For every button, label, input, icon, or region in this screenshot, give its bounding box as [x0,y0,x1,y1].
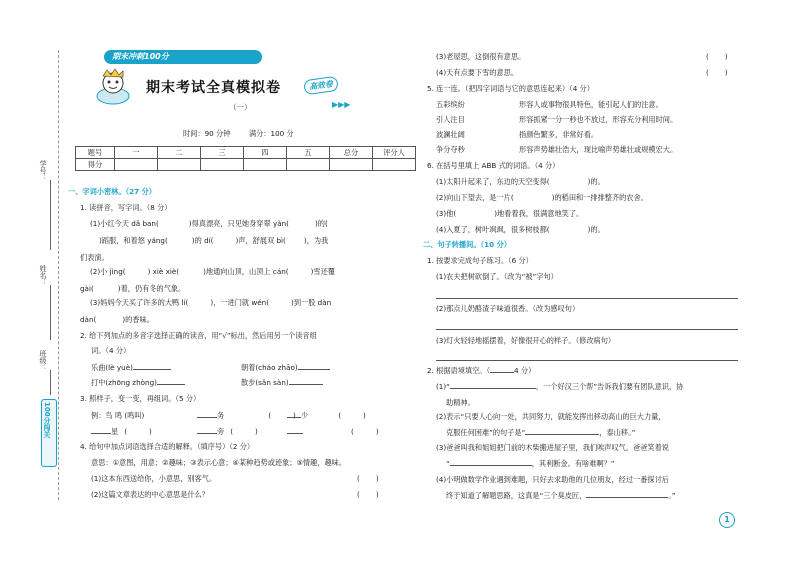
question-line: (1)这本东西送给你，小意思，别客气。 [91,474,217,483]
question-line: 助精神。 [446,398,475,407]
transform-item: 务 ( ) [197,411,296,421]
score-table-row [76,159,416,171]
score-table-header: 三 [201,147,244,159]
match-word[interactable]: 引人注目 [436,115,465,124]
question-line: (3)他( )地看着我，很满意地笑了。 [436,209,584,218]
score-table-header-row [76,147,416,159]
question-heading: 6. 在括号里填上 ABB 式的词语。（4 分） [427,161,560,170]
score-cell[interactable] [244,159,287,171]
polyphone-item: 散步(sǎn sàn) [241,378,323,388]
score-table-header: 评分人 [373,147,416,159]
answer-paren[interactable]: ( ) [706,52,728,61]
score-cell[interactable] [158,159,201,171]
match-meaning[interactable]: 指颜色繁多，非常好看。 [519,130,599,139]
page-number: 1 [719,512,735,528]
question-line: (1)“ ，一个好汉三个帮”告诉我们要有团队意识，协 [436,382,684,391]
question-line: (1)太阳升起来了，东边的天空变得( )的。 [436,177,605,186]
polyphone-item: 乐曲(lè yuè) [91,363,171,373]
score-cell[interactable] [373,159,416,171]
name-label: 姓名： [39,265,47,286]
question-line: )蹈服，和着悠 yáng( )的 dí( )声，舒展双 bì( )，为我 [99,236,329,245]
question-line: 克服任何困难”的句子是“ ，泰山移。” [446,428,636,437]
section-heading: 二、句子转播间。（10 分） [423,240,511,249]
question-line: (2)向山下望去，是一片( )的稻田和一排排整齐的农舍。 [436,193,648,202]
question-line: (3)妈妈今天买了许多的大鸭 lí( )，一进门就 wén( )到一股 dàn [90,298,332,307]
binding-dashed-line [58,50,59,500]
time-label: 时间：90 分钟 [183,129,231,138]
question-heading: 2. 给下列加点的多音字选择正确的读音，用“√”标出，然后用另一个读音组 [80,331,317,340]
exam-subtitle: （一） [229,103,252,112]
brand-logo: 100分闯关 [43,402,51,438]
question-heading: 3. 照样子，变一变，再组词。（5 分） [80,394,201,403]
question-line: 们表演。 [80,253,109,262]
question-heading: 4. 给句中加点词语选择合适的解释。（填序号）（2 分） [80,442,255,451]
question-line: (3)老屋思，这倒很有意思。 [436,52,526,61]
class-line [50,370,51,395]
answer-line[interactable] [436,360,738,361]
question-line: (3)爸爸叫我和姐姐把门前的木柴搬进屋子里，我们唉声叹气，爸爸笑着说 [436,443,669,452]
full-score-label: 满分：100 分 [248,129,294,138]
question-line: (1)小红今天 dǎ ban( )得真漂亮，只见她身穿翠 yǎn( )的( [90,219,328,228]
answer-blank[interactable] [298,369,330,370]
time-score-line [183,129,294,139]
mascot-illustration [93,66,133,106]
exam-title: 期末考试全真模拟卷 [146,80,281,96]
definitions-line: 意思：①意图，用意；②趣味；③表示心意；④某种趋势或迹象；⑤情趣，趣味。 [91,458,347,467]
question-line: (4)入夏了，树叶飒飒，很多树枝都( )的。 [436,225,605,234]
transform-item: 旁 ( ) [197,427,258,437]
section-heading: 一、字词小密林。（27 分） [68,187,156,196]
answer-blank[interactable] [289,384,323,385]
match-word[interactable]: 争分夺秒 [436,145,465,154]
score-table-header: 一 [115,147,158,159]
match-meaning[interactable]: 形容抓紧一分一秒也不放过，形容充分利用时间。 [519,115,678,124]
example-line: 例：鸟 鸣 (鸣叫) [91,411,145,420]
score-table-header: 五 [287,147,330,159]
question-heading: 2. 根据语境填空。（ 4 分） [427,366,536,375]
question-line: (2)小 jìng( ) xiè xiè( )地通向山顶，山顶上 cán( )雪还覆 [90,267,335,276]
score-row-label: 得分 [76,159,115,171]
transform-item: 星 ( ) [91,427,152,437]
question-line: (2)表示“只要人心向一处，共同努力，就能发挥出移动高山的巨大力量， [436,412,666,421]
question-line: dàn( )的香味。 [80,315,154,324]
question-line: 终于知道了解题思路，这真是“三个臭皮匠， 。” [446,491,676,500]
score-table-header: 题号 [76,147,115,159]
student-id-line [50,180,51,250]
answer-paren[interactable]: ( ) [357,474,379,483]
transform-item: 少 ( ) [287,411,366,421]
match-meaning[interactable]: 形容人或事物很具特色，能引起人们的注意。 [519,100,663,109]
answer-paren[interactable]: ( ) [706,68,728,77]
answer-paren[interactable]: ( ) [357,490,379,499]
question-line: 词。（4 分） [91,346,131,355]
polyphone-item: 打中(zhōng zhòng) [91,378,185,388]
class-label: 班级： [39,350,47,371]
match-meaning[interactable]: 形容声势雄壮浩大，现比喻声势雄壮或规模宏大。 [519,145,678,154]
arrow-icon: ▶▶▶ [332,100,351,109]
question-line: gài( )着，仍有冬的气象。 [80,284,186,293]
score-cell[interactable] [287,159,330,171]
question-heading: 1. 按要求完成句子练习。（6 分） [427,256,533,265]
polyphone-item: 朝着(cháo zhāo) [241,363,330,373]
question-line: (4)小明做数学作业遇到难题，只好去求助他的几位朋友，经过一番探讨后 [436,475,669,484]
match-word[interactable]: 五彩缤纷 [436,100,465,109]
score-table [75,146,416,171]
score-cell[interactable] [330,159,373,171]
score-cell[interactable] [115,159,158,171]
banner-text: 期末冲刺100分 [112,52,169,61]
match-word[interactable]: 波澜壮阔 [436,130,465,139]
answer-blank[interactable] [133,369,171,370]
score-table-header: 二 [158,147,201,159]
question-line: (3)灯火轻轻地摇摆着，好像很开心的样子。（修改病句） [436,336,616,345]
question-heading: 1. 读拼音，写字词。（8 分） [80,203,172,212]
student-id-label: 学号： [39,160,47,181]
score-table-header: 四 [244,147,287,159]
question-heading: 5. 连一连。（把四字词语与它的意思连起来）（4 分） [427,84,594,93]
question-line: (2)这篇文章表达的中心意思是什么？ [91,490,209,499]
answer-line[interactable] [436,329,738,330]
score-cell[interactable] [201,159,244,171]
question-line: (4)天有点要下雪的意思。 [436,68,519,77]
efficiency-stamp: 高效卷 [303,76,339,96]
answer-blank[interactable] [157,384,185,385]
name-line [50,285,51,340]
question-line: (1)农夫把树砍倒了。（改为“被”字句） [436,272,558,281]
question-line: “ ，其利断金。有啥难啊？” [446,459,615,468]
transform-item: ( ) [287,427,379,437]
answer-line[interactable] [436,298,738,299]
score-table-header: 总分 [330,147,373,159]
question-line: (2)那点儿奶酪渣子味道很香。（改为感叹句） [436,304,580,313]
